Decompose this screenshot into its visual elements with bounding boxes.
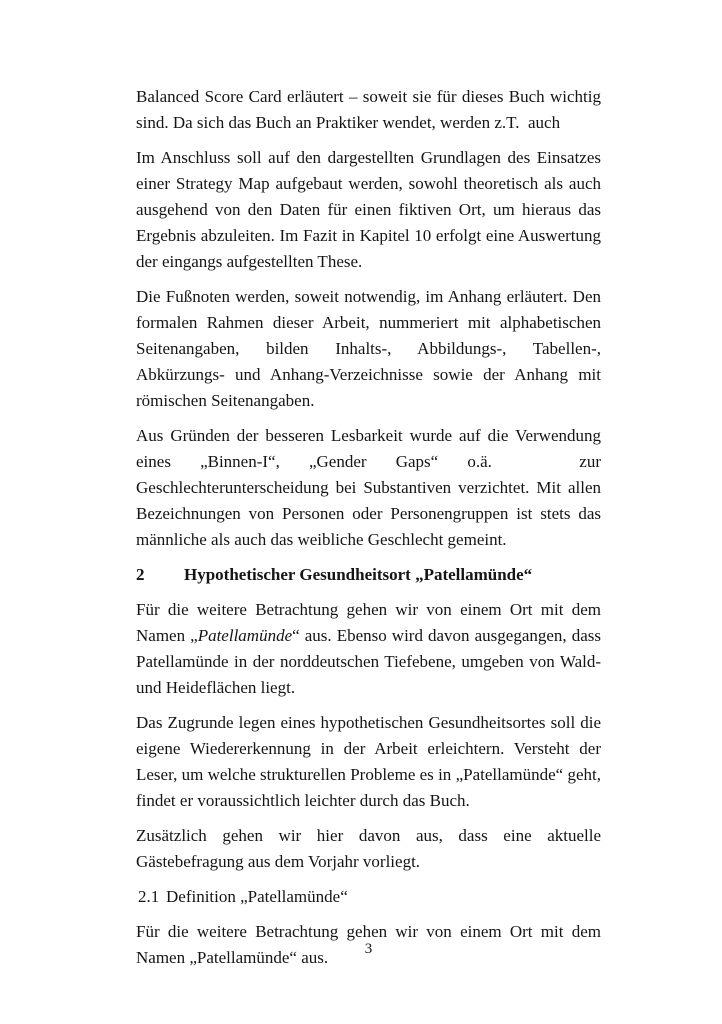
page-number: 3 [364,941,373,957]
paragraph-intro-4: Aus Gründen der besseren Lesbarkeit wurde auf die Verwendung eines „Binnen-I“, „Gender Gaps“ o.ä. zur Geschlechterunterscheidung bei Substantiven verzichtet. Mit allen Bezeichnungen von Personen oder Personengruppen ist stets das männliche als auch das weibliche Geschlecht gemeint. [136,426,601,549]
text-block [136,84,601,980]
paragraph-text-pre: Für die weitere Betrachtung gehen wir von einem Ort mit dem Namen „ [136,600,601,645]
paragraph-section21-1: Für die weitere Betrachtung gehen wir von einem Ort mit dem Namen „Patellamünde“ aus. [136,922,601,967]
paragraph-intro-2: Im Anschluss soll auf den dargestellten Grundlagen des Einsatzes einer Strategy Map aufgebaut werden, sowohl theoretisch als auch ausgehend von den Daten für einen fiktiven Ort, um hieraus das Ergebnis abzuleiten. Im Fazit in Kapitel 10 erfolgt eine Auswertung der eingangs aufgestellten These. [136,148,601,271]
subsection-heading-number: 2.1 [138,887,160,906]
subsection-heading-title: Definition „Patellamünde“ [166,887,348,906]
section-heading-2 [136,562,601,588]
paragraph-section2-3: Zusätzlich gehen wir hier davon aus, dass eine aktuelle Gästebefragung aus dem Vorjahr vorliegt. [136,826,601,871]
section-heading-title: Hypothetischer Gesundheitsort „Patellamünde“ [184,565,533,584]
paragraph-intro-3: Die Fußnoten werden, soweit notwendig, im Anhang erläutert. Den formalen Rahmen dieser Arbeit, nummeriert mit alphabetischen Seitenangaben, bilden Inhalts-, Abbildungs-, Tabellen-, Abkürzungs- und Anhang-Verzeichnisse sowie der Anhang mit römischen Seitenangaben. [136,287,601,410]
paragraph-section2-1 [136,597,601,701]
paragraph-intro-1: Balanced Score Card erläutert – soweit sie für dieses Buch wichtig sind. Da sich das Buch an Praktiker wendet, werden z.T. auch [136,87,601,132]
place-name-italic: Patellamünde [197,626,293,645]
paragraph-section2-2: Das Zugrunde legen eines hypothetischen Gesundheitsortes soll die eigene Wiedererkennung in der Arbeit erleichtern. Versteht der Leser, um welche strukturellen Probleme es in „Patellamünde“ geht, findet er voraussichtlich leichter durch das Buch. [136,713,601,810]
subsection-heading-2-1 [136,884,601,910]
section-heading-number: 2 [136,565,145,584]
paragraph-text-post: “ aus. Ebenso wird davon ausgegangen, dass Patellamünde in der norddeutschen Tiefebene, umgeben von Wald- und Heideflächen liegt. [136,626,601,697]
